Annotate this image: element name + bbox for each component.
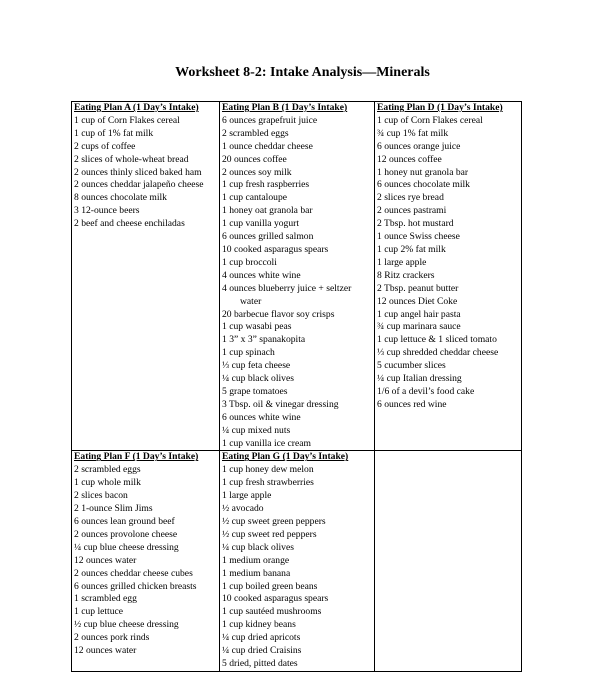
list-item: 1 honey oat granola bar	[222, 205, 313, 217]
list-item: water	[240, 295, 262, 307]
plan-g-list	[222, 464, 374, 671]
list-item: 12 ounces coffee	[377, 153, 442, 165]
list-item: 6 ounces grapefruit juice	[222, 114, 318, 126]
list-item: 1 medium banana	[222, 567, 291, 579]
list-item: 1 cup honey dew melon	[222, 464, 314, 476]
plan-d-header: Eating Plan D (1 Day’s Intake)	[377, 102, 503, 113]
list-item: 4 ounces white wine	[222, 269, 301, 281]
list-item: 1 cup wasabi peas	[222, 321, 292, 333]
list-item: 6 ounces lean ground beef	[74, 516, 175, 527]
list-item: 1 cup whole milk	[74, 477, 141, 489]
list-item: 20 ounces coffee	[222, 153, 287, 165]
plan-b-list	[222, 115, 374, 451]
list-item: 2 slices bacon	[74, 490, 128, 502]
list-item: 6 ounces grilled salmon	[222, 231, 314, 243]
list-item: 1 cup vanilla yogurt	[222, 218, 299, 230]
plan-g-header: Eating Plan G (1 Day’s Intake)	[222, 451, 349, 463]
list-item: 1 3” x 3” spanakopita	[222, 334, 306, 346]
list-item: ½ cup blue cheese dressing	[74, 619, 179, 631]
list-item: 2 ounces thinly sliced baked ham	[74, 166, 202, 178]
list-item: ¾ cup 1% fat milk	[377, 127, 449, 139]
list-item: 12 ounces water	[74, 554, 137, 566]
list-item: 1 medium orange	[222, 554, 290, 566]
list-item: 10 cooked asparagus spears	[222, 243, 329, 255]
list-item: 12 ounces Diet Coke	[377, 295, 458, 307]
list-item: 1 ounce cheddar cheese	[222, 140, 313, 152]
list-item: 1 large apple	[222, 490, 272, 502]
list-item: ½ cup sweet green peppers	[222, 516, 326, 527]
eating-plans-table	[71, 101, 522, 672]
list-item: 2 scrambled eggs	[74, 464, 141, 476]
list-item: 1 cup vanilla ice cream	[222, 437, 311, 449]
list-item: 2 slices of whole-wheat bread	[74, 153, 189, 165]
list-item: ¼ cup mixed nuts	[222, 424, 291, 436]
list-item: 1 cup kidney beans	[222, 619, 296, 631]
plan-f-header: Eating Plan F (1 Day’s Intake)	[74, 451, 199, 463]
list-item: 1 cup of 1% fat milk	[74, 127, 154, 139]
list-item: 2 ounces cheddar cheese cubes	[74, 567, 193, 579]
list-item: 10 cooked asparagus spears	[222, 593, 329, 605]
list-item: 20 barbecue flavor soy crisps	[222, 308, 335, 320]
list-item: 2 ounces soy milk	[222, 166, 292, 178]
list-item: 6 ounces grilled chicken breasts	[74, 580, 197, 592]
list-item: 2 slices rye bread	[377, 192, 444, 204]
list-item: 1 cup boiled green beans	[222, 580, 318, 592]
list-item: ⅓ cup shredded cheddar cheese	[377, 347, 499, 359]
plan-b-cell	[220, 102, 375, 451]
list-item: ¼ cup black olives	[222, 541, 294, 553]
list-item: 2 cups of coffee	[74, 140, 136, 152]
list-item: 1 large apple	[377, 256, 427, 268]
worksheet-title: Worksheet 8-2: Intake Analysis—Minerals	[175, 65, 430, 80]
list-item: 3 Tbsp. oil & vinegar dressing	[222, 398, 339, 410]
plan-a-cell	[72, 102, 220, 451]
list-item: ¼ cup black olives	[222, 373, 294, 385]
list-item: 2 beef and cheese enchiladas	[74, 218, 185, 230]
list-item: 1 ounce Swiss cheese	[377, 231, 460, 243]
list-item: 1 cup lettuce & 1 sliced tomato	[377, 334, 497, 346]
list-item: 2 scrambled eggs	[222, 127, 289, 139]
list-item: 1/6 of a devil’s food cake	[377, 385, 475, 397]
list-item: 2 1-ounce Slim Jims	[74, 503, 153, 515]
list-item: 2 ounces cheddar jalapeño cheese	[74, 179, 204, 191]
list-item: 6 ounces white wine	[222, 411, 301, 423]
list-item: 8 ounces chocolate milk	[74, 192, 167, 204]
list-item: 6 ounces orange juice	[377, 140, 461, 152]
list-item: 1 cup cantaloupe	[222, 192, 287, 204]
list-item: 2 ounces pastrami	[377, 205, 447, 217]
list-item: 5 grape tomatoes	[222, 385, 288, 397]
list-item: 2 Tbsp. hot mustard	[377, 218, 454, 230]
list-item: ¼ cup dried Craisins	[222, 645, 302, 657]
list-item: ¼ cup dried apricots	[222, 632, 301, 644]
list-item: 1 cup broccoli	[222, 256, 277, 268]
plan-d-cell	[375, 102, 522, 451]
list-item: 2 Tbsp. peanut butter	[377, 282, 459, 294]
list-item: 1 scrambled egg	[74, 593, 137, 605]
plan-f-list	[74, 464, 219, 658]
plan-g-cell	[220, 451, 375, 671]
list-item: 3 12-ounce beers	[74, 205, 140, 217]
plan-b-header: Eating Plan B (1 Day’s Intake)	[222, 102, 348, 113]
list-item: 2 ounces pork rinds	[74, 632, 150, 644]
list-item: ⅓ cup feta cheese	[222, 360, 291, 372]
list-item: 8 Ritz crackers	[377, 269, 435, 281]
list-item: 1 cup fresh raspberries	[222, 179, 310, 191]
empty-cell	[375, 451, 522, 671]
list-item: ½ avocado	[222, 503, 264, 515]
list-item: 6 ounces red wine	[377, 398, 447, 410]
list-item: 1 cup sautéed mushrooms	[222, 606, 322, 618]
plan-a-list	[74, 115, 219, 231]
list-item: 4 ounces blueberry juice + seltzer	[222, 282, 352, 294]
list-item: 1 cup angel hair pasta	[377, 308, 461, 320]
list-item: 5 cucumber slices	[377, 360, 446, 372]
table-row	[72, 102, 522, 451]
table-row	[72, 451, 522, 671]
list-item: 1 honey nut granola bar	[377, 166, 469, 178]
list-item: 1 cup 2% fat milk	[377, 243, 446, 255]
list-item: ½ cup sweet red peppers	[222, 528, 317, 540]
plan-a-header: Eating Plan A (1 Day’s Intake)	[74, 102, 199, 113]
list-item: 1 cup fresh strawberries	[222, 477, 314, 489]
list-item: ¼ cup Italian dressing	[377, 373, 462, 385]
list-item: ¾ cup marinara sauce	[377, 321, 461, 333]
list-item: 1 cup of Corn Flakes cereal	[377, 114, 483, 126]
list-item: 6 ounces chocolate milk	[377, 179, 470, 191]
plan-d-list	[377, 115, 521, 412]
list-item: 12 ounces water	[74, 645, 137, 657]
list-item: 1 cup of Corn Flakes cereal	[74, 114, 180, 126]
list-item: 2 ounces provolone cheese	[74, 528, 178, 540]
plan-f-cell	[72, 451, 220, 671]
list-item: ¼ cup blue cheese dressing	[74, 541, 179, 553]
list-item: 5 dried, pitted dates	[222, 657, 298, 669]
list-item: 1 cup lettuce	[74, 606, 124, 618]
list-item: 1 cup spinach	[222, 347, 275, 359]
